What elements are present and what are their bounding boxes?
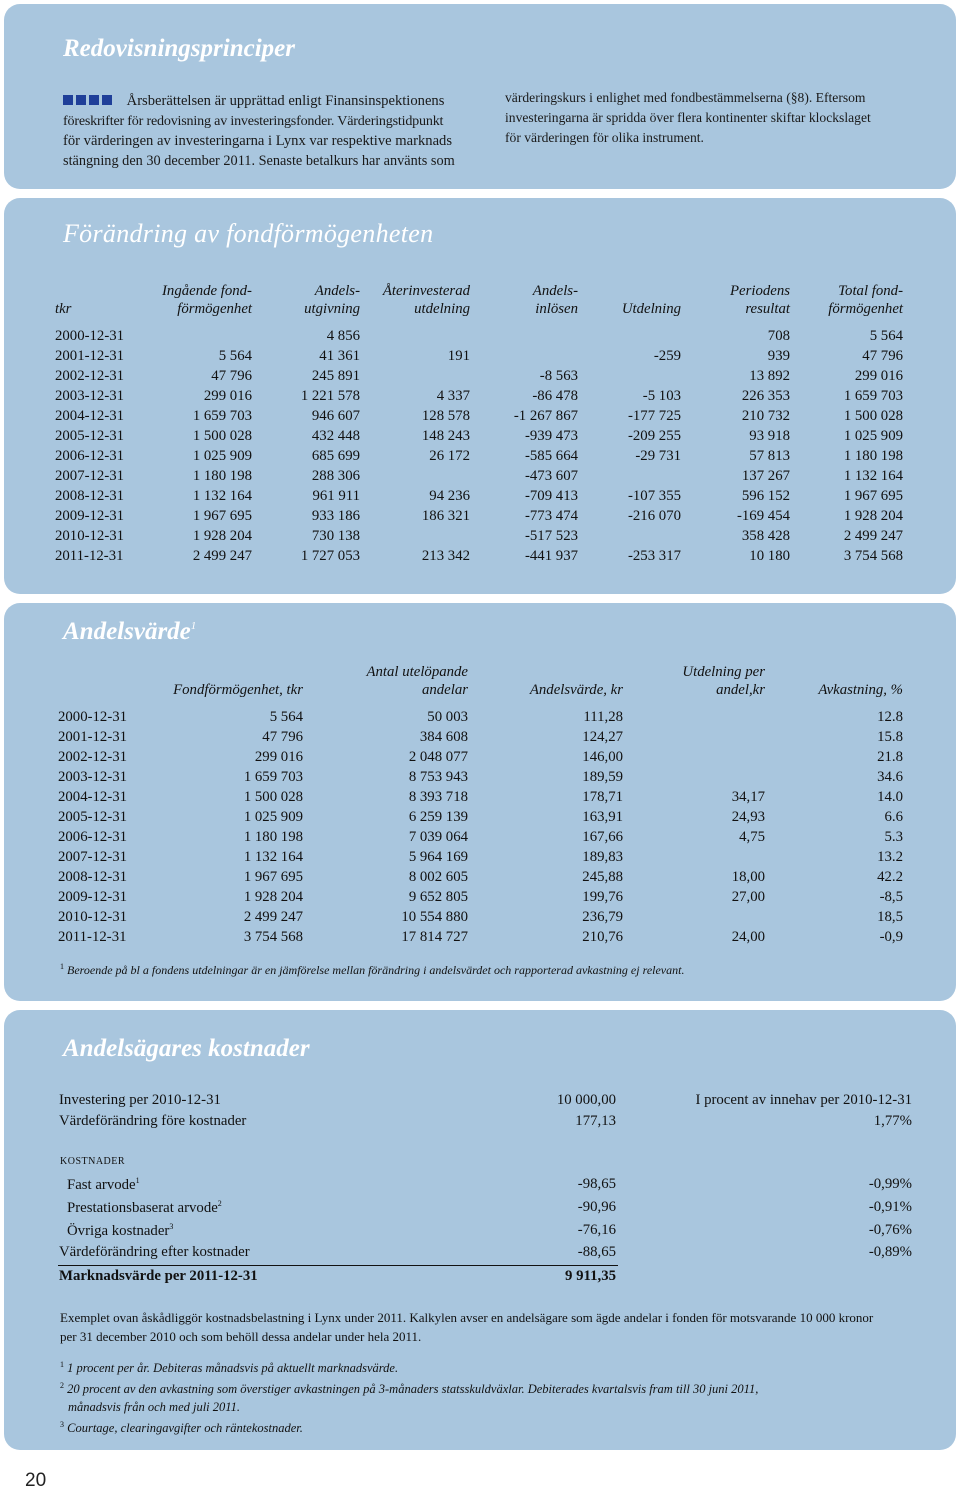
table-cell: 47 796 — [262, 729, 303, 745]
col-header-bottom: förmögenhet — [177, 301, 252, 317]
table-cell: 8 753 943 — [408, 769, 468, 785]
table-cell: -107 355 — [627, 488, 681, 504]
cost-label: Övriga kostnader$^3$ — [67, 1222, 174, 1239]
col-header-bottom: inlösen — [535, 301, 578, 317]
table-cell: 27,00 — [731, 889, 765, 905]
section-title-kostnader: Andelsägares kostnader — [63, 1035, 310, 1062]
table-cell: 42.2 — [877, 869, 903, 885]
table-cell: 50 003 — [427, 709, 468, 725]
intro-left-line: för värderingen av investeringarna i Lynx var respektive marknads — [63, 133, 453, 149]
footnote-sup: 2 — [60, 1381, 64, 1391]
table-cell: 8 393 718 — [408, 789, 468, 805]
table-cell: 10 180 — [749, 548, 790, 564]
table-cell: -585 664 — [524, 448, 578, 464]
cost-value: -88,65 — [577, 1244, 616, 1260]
row-date: 2002-12-31 — [55, 368, 125, 384]
table-cell: 2 048 077 — [408, 749, 468, 765]
col-header-bottom: utgivning — [304, 301, 360, 317]
table-cell: -0,9 — [879, 929, 903, 945]
cost-pct: -0,91% — [868, 1199, 912, 1215]
table-cell: 299 016 — [854, 368, 903, 384]
table-cell: 358 428 — [741, 528, 790, 544]
table-cell: 299 016 — [203, 388, 252, 404]
row-date: 2010-12-31 — [55, 528, 125, 544]
row-date: 2010-12-31 — [58, 909, 128, 925]
table-cell: -5 103 — [642, 388, 681, 404]
table-cell: 1 727 053 — [300, 548, 360, 564]
table-cell: -253 317 — [627, 548, 681, 564]
cost-value: 10 000,00 — [556, 1092, 616, 1108]
table-cell: 685 699 — [311, 448, 360, 464]
intro-left-line: Årsberättelsen är upprättad enligt Finansinspektionens — [126, 93, 445, 109]
table-cell: 2 499 247 — [192, 548, 252, 564]
row-date: 2003-12-31 — [58, 769, 128, 785]
table-cell: 2 499 247 — [843, 528, 903, 544]
table-cell: 57 813 — [749, 448, 790, 464]
table-cell: -177 725 — [627, 408, 681, 424]
table-cell: 2 499 247 — [243, 909, 303, 925]
cost-value: -76,16 — [577, 1222, 616, 1238]
cost-label-sup: 1 — [135, 1176, 140, 1185]
intro-right-line: för värderingen för olika instrument. — [505, 130, 704, 145]
cost-label-sup: 2 — [217, 1199, 222, 1208]
cost-label: Prestationsbaserat arvode$^2$ — [67, 1199, 222, 1216]
andelsvarde-title-sup: 1 — [190, 620, 197, 632]
table-cell: 1 180 198 — [243, 829, 303, 845]
table-cell: 210,76 — [582, 929, 623, 945]
col-header-top: Återinvesterad — [382, 283, 470, 299]
cost-pct: -0,89% — [868, 1244, 912, 1260]
table-cell: 12.8 — [877, 709, 903, 725]
table-cell: 47 796 — [862, 348, 903, 364]
table-cell: 199,76 — [582, 889, 623, 905]
market-value: 9 911,35 — [565, 1268, 616, 1284]
table-cell: 288 306 — [311, 468, 360, 484]
row-date: 2001-12-31 — [55, 348, 125, 364]
kostnader-explanation — [60, 1308, 920, 1346]
table-cell: 210 732 — [741, 408, 790, 424]
table-cell: 94 236 — [429, 488, 470, 504]
cost-pct: -0,76% — [868, 1222, 912, 1238]
cost-label-sup: 3 — [169, 1222, 174, 1231]
table-cell: 3 754 568 — [843, 548, 903, 564]
andelsvarde-title-text: Andelsvärde — [63, 618, 191, 645]
row-date: 2011-12-31 — [55, 548, 124, 564]
cost-label: Värdeförändring före kostnader — [59, 1113, 247, 1129]
table-cell: 4 856 — [326, 328, 360, 344]
col-header-bottom: Avkastning, % — [818, 682, 903, 698]
intro-left-line: föreskrifter för redovisning av investeringsfonder. Värderingstidpunkt — [63, 113, 444, 129]
table-cell: 128 578 — [421, 408, 470, 424]
table-cell: 1 659 703 — [843, 388, 903, 404]
kostnader-footnotes — [60, 1356, 920, 1437]
table-cell: 1 132 164 — [243, 849, 303, 865]
table-cell: -1 267 867 — [513, 408, 578, 424]
table-cell: 1 132 164 — [192, 488, 252, 504]
col-header-top: Periodens — [730, 283, 790, 299]
kostnader-footnote: $^2$ 20 procent av den avkastning som överstiger avkastningen på 3-månaders statsskuldväxlar. Debiterades kvartalsvis fram till 30 juni 2011, — [60, 1381, 759, 1397]
table-cell: 146,00 — [582, 749, 623, 765]
table-cell: 9 652 805 — [408, 889, 468, 905]
table-cell: 939 — [767, 348, 790, 364]
table-cell: 10 554 880 — [401, 909, 468, 925]
row-date: 2000-12-31 — [58, 709, 128, 725]
table-cell: -517 523 — [524, 528, 578, 544]
intro-left-line: stängning den 30 december 2011. Senaste betalkurs har använts som — [63, 153, 455, 169]
table-cell: 4,75 — [739, 829, 765, 845]
col-header-top: Andels- — [532, 283, 578, 299]
table-cell: -29 731 — [635, 448, 681, 464]
row-date: 2007-12-31 — [58, 849, 128, 865]
andelsvarde-footnote — [60, 962, 684, 978]
table-cell: 1 967 695 — [192, 508, 252, 524]
col-header-bottom: Andelsvärde, kr — [529, 682, 623, 698]
col-header-top: Total fond- — [838, 283, 903, 299]
section-title-forandring: Förändring av fondförmögenheten — [63, 219, 434, 248]
table-cell: 946 607 — [311, 408, 360, 424]
table-cell: 5.3 — [884, 829, 903, 845]
table-cell: 1 928 204 — [843, 508, 903, 524]
table-cell: 7 039 064 — [408, 829, 468, 845]
intro-right-line: investeringarna är spridda över flera kontinenter skiftar klockslaget — [505, 110, 871, 125]
intro-right-line: värderingskurs i enlighet med fondbestämmelserna (§8). Eftersom — [505, 90, 866, 105]
table-cell: 1 500 028 — [243, 789, 303, 805]
table-cell: 432 448 — [311, 428, 360, 444]
table-cell: -8 563 — [539, 368, 578, 384]
table-cell: 26 172 — [429, 448, 470, 464]
col-header-bottom: tkr — [55, 301, 72, 317]
col-header-top: Ingående fond- — [162, 283, 252, 299]
table-cell: 3 754 568 — [243, 929, 303, 945]
table-cell: -939 473 — [524, 428, 578, 444]
cost-value: -90,96 — [577, 1199, 616, 1215]
kostnader-footnote: månadsvis från och med juli 2011. — [68, 1400, 240, 1415]
table-cell: 1 180 198 — [192, 468, 252, 484]
table-cell: 14.0 — [877, 789, 903, 805]
intro-line-1 — [63, 91, 483, 111]
table-cell: 24,93 — [731, 809, 765, 825]
table-cell: -259 — [653, 348, 681, 364]
table-cell: 93 918 — [749, 428, 790, 444]
col-header-bottom: Utdelning — [621, 301, 681, 317]
table-cell: 13.2 — [877, 849, 903, 865]
table-cell: 961 911 — [312, 488, 360, 504]
row-date: 2002-12-31 — [58, 749, 128, 765]
table-cell: 1 132 164 — [843, 468, 903, 484]
table-cell: 189,83 — [582, 849, 623, 865]
cost-pct: 1,77% — [873, 1113, 912, 1129]
cost-label: Värdeförändring efter kostnader — [59, 1244, 250, 1260]
table-cell: 384 608 — [419, 729, 468, 745]
cost-pct: I procent av innehav per 2010-12-31 — [695, 1092, 912, 1108]
col-header-bottom: resultat — [745, 301, 790, 317]
table-cell: 34.6 — [877, 769, 903, 785]
table-cell: -216 070 — [627, 508, 681, 524]
table-cell: 1 180 198 — [843, 448, 903, 464]
col-header-bottom: andelar — [421, 682, 468, 698]
table-cell: -473 607 — [524, 468, 578, 484]
row-date: 2003-12-31 — [55, 388, 125, 404]
table-cell: 137 267 — [741, 468, 790, 484]
table-cell: 708 — [767, 328, 790, 344]
table-cell: 189,59 — [582, 769, 623, 785]
table-cell: 8 002 605 — [408, 869, 468, 885]
table-cell: -773 474 — [524, 508, 578, 524]
row-date: 2005-12-31 — [58, 809, 128, 825]
row-date: 2001-12-31 — [58, 729, 128, 745]
cost-label: Fast arvode$^1$ — [67, 1176, 140, 1193]
col-header-bottom: Fondförmögenhet, tkr — [173, 682, 303, 698]
row-date: 2008-12-31 — [58, 869, 128, 885]
col-header-bottom: andel,kr — [716, 682, 765, 698]
table-cell: 5 964 169 — [408, 849, 468, 865]
table-cell: 18,5 — [877, 909, 903, 925]
table-cell: 1 928 204 — [192, 528, 252, 544]
footnote-text: Beroende på bl a fondens utdelningar är en jämförelse mellan förändring i andelsvärdet och rapporterad avkastning ej relevant. — [67, 963, 685, 977]
table-cell: 167,66 — [582, 829, 623, 845]
row-date: 2009-12-31 — [58, 889, 128, 905]
divider-line — [58, 1265, 618, 1266]
table-cell: 47 796 — [211, 368, 252, 384]
row-date: 2009-12-31 — [55, 508, 125, 524]
kostnader-footnote: $^1$ 1 procent per år. Debiteras månadsvis på aktuellt marknadsvärde. — [60, 1360, 399, 1376]
table-cell: 1 025 909 — [243, 809, 303, 825]
table-cell: 6.6 — [884, 809, 903, 825]
cost-pct: -0,99% — [868, 1176, 912, 1192]
table-cell: 186 321 — [421, 508, 470, 524]
col-header-bottom: utdelning — [414, 301, 470, 317]
table-cell: 1 221 578 — [300, 388, 360, 404]
col-header-top: Andels- — [314, 283, 360, 299]
table-cell: -209 255 — [627, 428, 681, 444]
table-cell: 1 025 909 — [843, 428, 903, 444]
table-cell: 24,00 — [731, 929, 765, 945]
table-cell: 226 353 — [741, 388, 790, 404]
section-title-redovisningsprinciper: Redovisningsprinciper — [63, 35, 295, 62]
table-cell: 933 186 — [311, 508, 360, 524]
table-cell: 1 500 028 — [192, 428, 252, 444]
table-cell: 1 659 703 — [192, 408, 252, 424]
bullet-squares-icon — [63, 93, 115, 109]
table-cell: -8,5 — [879, 889, 903, 905]
table-cell: 111,28 — [583, 709, 623, 725]
table-cell: 245,88 — [582, 869, 623, 885]
table-cell: -169 454 — [736, 508, 790, 524]
table-cell: 245 891 — [311, 368, 360, 384]
market-label: Marknadsvärde per 2011-12-31 — [59, 1268, 258, 1284]
cost-value: -98,65 — [577, 1176, 616, 1192]
table-cell: 5 564 — [869, 328, 903, 344]
table-cell: 1 500 028 — [843, 408, 903, 424]
table-cell: 1 659 703 — [243, 769, 303, 785]
table-cell: 236,79 — [582, 909, 623, 925]
col-header-top: Utdelning per — [682, 664, 765, 680]
table-cell: 730 138 — [311, 528, 360, 544]
table-cell: 15.8 — [877, 729, 903, 745]
table-cell: 596 152 — [741, 488, 790, 504]
row-date: 2004-12-31 — [55, 408, 125, 424]
row-date: 2004-12-31 — [58, 789, 128, 805]
table-cell: -709 413 — [524, 488, 578, 504]
table-cell: 13 892 — [749, 368, 790, 384]
table-cell: 5 564 — [218, 348, 252, 364]
intro-left-text — [63, 91, 483, 171]
table-cell: 299 016 — [254, 749, 303, 765]
kostnader-footnote: $^3$ Courtage, clearingavgifter och räntekostnader. — [60, 1420, 303, 1436]
table-cell: 148 243 — [421, 428, 470, 444]
table-cell: 41 361 — [319, 348, 360, 364]
intro-right-text — [505, 88, 935, 148]
table-cell: 17 814 727 — [401, 929, 468, 945]
table-cell: -441 937 — [524, 548, 578, 564]
table-cell: 1 967 695 — [843, 488, 903, 504]
table-cell: 21.8 — [877, 749, 903, 765]
footnote-sup: 1 — [60, 962, 64, 971]
cost-label: Investering per 2010-12-31 — [59, 1092, 221, 1108]
table-cell: 124,27 — [582, 729, 623, 745]
explanation-line: Exemplet ovan åskådliggör kostnadsbelastning i Lynx under 2011. Kalkylen avser en andelsägare som ägde andelar i fonden för motsvarande 10 000 kronor — [60, 1310, 874, 1325]
table-cell: 1 967 695 — [243, 869, 303, 885]
kostnader-heading: kostnader — [60, 1153, 126, 1168]
row-date: 2000-12-31 — [55, 328, 125, 344]
table-cell: 178,71 — [582, 789, 623, 805]
section-title-andelsvarde — [63, 618, 196, 646]
row-date: 2005-12-31 — [55, 428, 125, 444]
table-cell: 5 564 — [269, 709, 303, 725]
table-cell: 18,00 — [731, 869, 765, 885]
row-date: 2007-12-31 — [55, 468, 125, 484]
table-cell: 34,17 — [731, 789, 765, 805]
row-date: 2006-12-31 — [55, 448, 125, 464]
footnote-sup: 1 — [60, 1360, 64, 1369]
table-cell: 4 337 — [436, 388, 470, 404]
footnote-sup: 3 — [60, 1420, 64, 1430]
page-number: 20 — [25, 1470, 47, 1491]
table-cell: 1 025 909 — [192, 448, 252, 464]
col-header-top: Antal utelöpande — [366, 664, 468, 680]
row-date: 2011-12-31 — [58, 929, 127, 945]
table-cell: 213 342 — [421, 548, 470, 564]
table-cell: 191 — [447, 348, 470, 364]
cost-value: 177,13 — [575, 1113, 616, 1129]
table-cell: -86 478 — [532, 388, 578, 404]
table-cell: 6 259 139 — [408, 809, 468, 825]
table-cell: 1 928 204 — [243, 889, 303, 905]
row-date: 2008-12-31 — [55, 488, 125, 504]
explanation-line: per 31 december 2010 och som behöll dessa andelar under hela 2011. — [60, 1329, 422, 1344]
col-header-bottom: förmögenhet — [828, 301, 903, 317]
table-cell: 163,91 — [582, 809, 623, 825]
row-date: 2006-12-31 — [58, 829, 128, 845]
